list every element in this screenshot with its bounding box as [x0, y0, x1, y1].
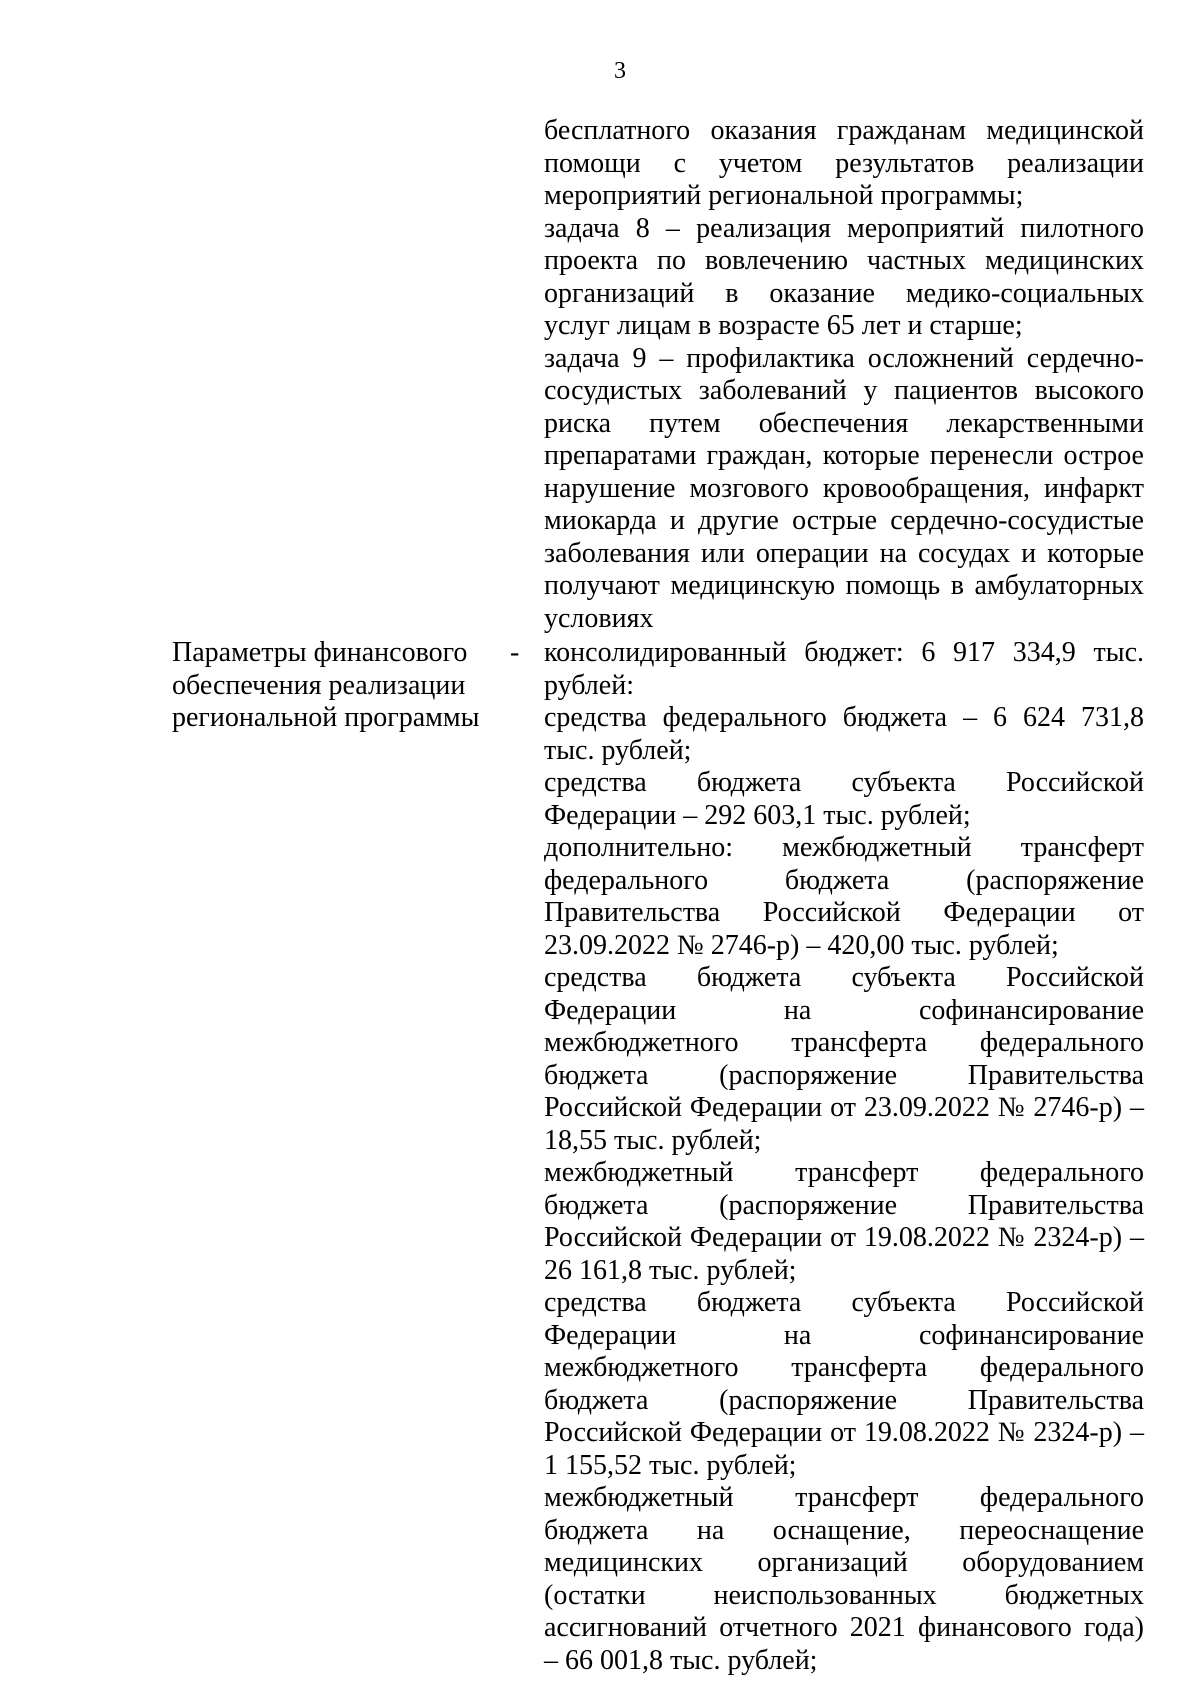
- financing-text-block: [544, 637, 1144, 1677]
- paragraph-equipment-transfer: межбюджетный трансферт федерального бюджета на оснащение, переоснащение медицинских организаций оборудованием (остатки неиспользованных бюджетных ассигнований отчетного 2021 финансового года) – 66 001,8 тыс. рублей;: [544, 1482, 1144, 1676]
- paragraph-additional-transfer-2746: дополнительно: межбюджетный трансферт федерального бюджета (распоряжение Правительства Российской Федерации от 23.09.2022 № 2746-р) – 420,00 тыс. рублей;: [544, 832, 1144, 961]
- paragraph-free-care: бесплатного оказания гражданам медицинской помощи с учетом результатов реализации мероприятий региональной программы;: [544, 115, 1144, 211]
- financing-parameters-label: Параметры финансового обеспечения реализации региональной программы: [172, 637, 480, 733]
- tasks-text-block: [544, 115, 1144, 635]
- paragraph-task-8: задача 8 – реализация мероприятий пилотного проекта по вовлечению частных медицинских организаций в оказание медико-социальных услуг лицам в возрасте 65 лет и старше;: [544, 212, 1144, 341]
- paragraph-cofinancing-2324: средства бюджета субъекта Российской Федерации на софинансирование межбюджетного трансферта федерального бюджета (распоряжение Правительства Российской Федерации от 19.08.2022 № 2324-р) – 1 155,52 тыс. рублей;: [544, 1287, 1144, 1481]
- paragraph-federal-budget: средства федерального бюджета – 6 624 731,8 тыс. рублей;: [544, 702, 1144, 766]
- paragraph-transfer-2324: межбюджетный трансферт федерального бюджета (распоряжение Правительства Российской Федерации от 19.08.2022 № 2324-р) – 26 161,8 тыс. рублей;: [544, 1157, 1144, 1286]
- paragraph-consolidated-budget: консолидированный бюджет: 6 917 334,9 тыс. рублей:: [544, 637, 1144, 701]
- label-separator: -: [510, 637, 520, 668]
- paragraph-regional-budget: средства бюджета субъекта Российской Федерации – 292 603,1 тыс. рублей;: [544, 767, 1144, 831]
- page-number: 3: [614, 58, 626, 84]
- paragraph-cofinancing-2746: средства бюджета субъекта Российской Федерации на софинансирование межбюджетного трансферта федерального бюджета (распоряжение Правительства Российской Федерации от 23.09.2022 № 2746-р) – 18,55 тыс. рублей;: [544, 962, 1144, 1156]
- paragraph-task-9: задача 9 – профилактика осложнений сердечно-сосудистых заболеваний у пациентов высокого риска путем обеспечения лекарственными препаратами граждан, которые перенесли острое нарушение мозгового кровообращения, инфаркт миокарда и другие острые сердечно-сосудистые заболевания или операции на сосудах и которые получают медицинскую помощь в амбулаторных условиях: [544, 342, 1144, 634]
